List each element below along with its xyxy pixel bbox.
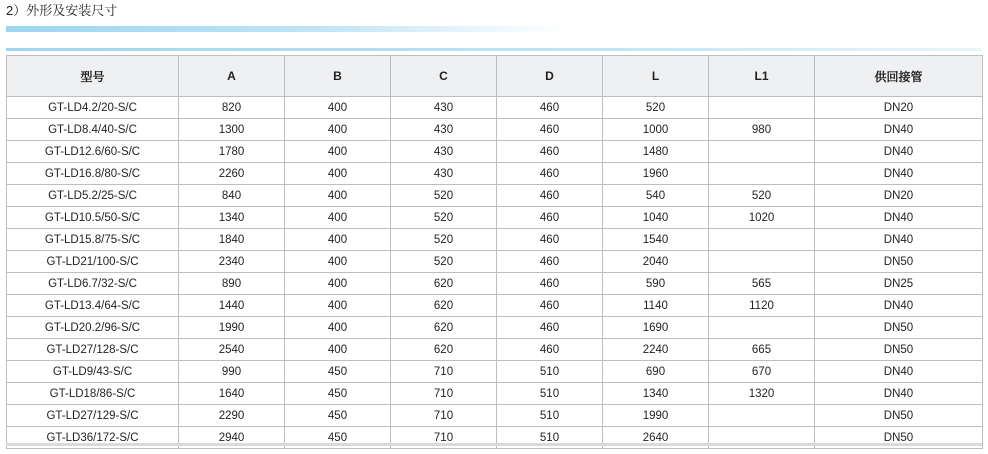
cell-pipe: DN40 xyxy=(815,295,983,317)
cell-c: 710 xyxy=(391,405,497,427)
column-header-a: A xyxy=(179,56,285,97)
cell-pipe: DN50 xyxy=(815,339,983,361)
cell-l1 xyxy=(709,229,815,251)
table-header-row xyxy=(7,56,983,97)
cell-l: 1960 xyxy=(603,163,709,185)
cell-a: 2290 xyxy=(179,405,285,427)
cell-l1: 980 xyxy=(709,119,815,141)
cell-model: GT-LD13.4/64-S/C xyxy=(7,295,179,317)
cell-c: 520 xyxy=(391,251,497,273)
cell-b: 400 xyxy=(285,163,391,185)
cell-l: 590 xyxy=(603,273,709,295)
cell-l: 2240 xyxy=(603,339,709,361)
cell-c: 620 xyxy=(391,339,497,361)
column-header-pipe: 供回接管 xyxy=(815,56,983,97)
cell-l1: 670 xyxy=(709,361,815,383)
column-header-b: B xyxy=(285,56,391,97)
cell-l1 xyxy=(709,163,815,185)
cell-d: 460 xyxy=(497,273,603,295)
cell-l: 1040 xyxy=(603,207,709,229)
cell-l: 1690 xyxy=(603,317,709,339)
table-row xyxy=(7,97,983,119)
cell-model: GT-LD16.8/80-S/C xyxy=(7,163,179,185)
cell-model: GT-LD36/172-S/C xyxy=(7,427,179,449)
cell-d: 460 xyxy=(497,229,603,251)
cell-c: 710 xyxy=(391,361,497,383)
cell-model: GT-LD27/129-S/C xyxy=(7,405,179,427)
cell-model: GT-LD20.2/96-S/C xyxy=(7,317,179,339)
cell-b: 400 xyxy=(285,251,391,273)
cell-l: 1340 xyxy=(603,383,709,405)
cell-b: 400 xyxy=(285,119,391,141)
cell-b: 400 xyxy=(285,317,391,339)
cell-l1: 520 xyxy=(709,185,815,207)
cell-d: 460 xyxy=(497,295,603,317)
cell-model: GT-LD21/100-S/C xyxy=(7,251,179,273)
cell-a: 2540 xyxy=(179,339,285,361)
cell-b: 450 xyxy=(285,361,391,383)
column-header-model: 型号 xyxy=(7,56,179,97)
table-bottom-rule xyxy=(6,443,982,446)
cell-model: GT-LD10.5/50-S/C xyxy=(7,207,179,229)
cell-model: GT-LD5.2/25-S/C xyxy=(7,185,179,207)
cell-d: 460 xyxy=(497,141,603,163)
cell-b: 450 xyxy=(285,405,391,427)
cell-model: GT-LD27/128-S/C xyxy=(7,339,179,361)
cell-c: 620 xyxy=(391,295,497,317)
dimensions-table-wrapper xyxy=(6,55,982,449)
cell-b: 400 xyxy=(285,97,391,119)
cell-l: 1140 xyxy=(603,295,709,317)
cell-pipe: DN50 xyxy=(815,251,983,273)
column-header-d: D xyxy=(497,56,603,97)
cell-c: 710 xyxy=(391,383,497,405)
table-body xyxy=(7,97,983,449)
section-heading: 2）外形及安装尺寸 xyxy=(6,3,118,18)
cell-d: 510 xyxy=(497,361,603,383)
cell-a: 1300 xyxy=(179,119,285,141)
cell-b: 400 xyxy=(285,339,391,361)
cell-a: 890 xyxy=(179,273,285,295)
cell-l: 540 xyxy=(603,185,709,207)
table-row xyxy=(7,383,983,405)
table-row xyxy=(7,229,983,251)
cell-a: 1440 xyxy=(179,295,285,317)
cell-l1: 1020 xyxy=(709,207,815,229)
cell-pipe: DN20 xyxy=(815,185,983,207)
cell-pipe: DN50 xyxy=(815,427,983,449)
table-row xyxy=(7,361,983,383)
cell-l1: 1120 xyxy=(709,295,815,317)
cell-pipe: DN40 xyxy=(815,383,983,405)
cell-pipe: DN40 xyxy=(815,163,983,185)
cell-b: 400 xyxy=(285,273,391,295)
cell-l: 520 xyxy=(603,97,709,119)
cell-d: 510 xyxy=(497,383,603,405)
cell-d: 460 xyxy=(497,251,603,273)
cell-d: 460 xyxy=(497,163,603,185)
cell-a: 1780 xyxy=(179,141,285,163)
cell-d: 510 xyxy=(497,427,603,449)
table-row xyxy=(7,185,983,207)
cell-model: GT-LD8.4/40-S/C xyxy=(7,119,179,141)
cell-c: 430 xyxy=(391,163,497,185)
cell-c: 430 xyxy=(391,97,497,119)
cell-l: 2640 xyxy=(603,427,709,449)
cell-c: 520 xyxy=(391,207,497,229)
cell-d: 460 xyxy=(497,97,603,119)
table-row xyxy=(7,141,983,163)
cell-l: 2040 xyxy=(603,251,709,273)
dimensions-table xyxy=(6,55,983,449)
cell-l: 1990 xyxy=(603,405,709,427)
cell-c: 620 xyxy=(391,317,497,339)
table-row xyxy=(7,273,983,295)
cell-b: 400 xyxy=(285,141,391,163)
table-header xyxy=(7,56,983,97)
column-header-c: C xyxy=(391,56,497,97)
cell-model: GT-LD15.8/75-S/C xyxy=(7,229,179,251)
title-underline-rule xyxy=(6,26,566,32)
cell-l: 1000 xyxy=(603,119,709,141)
table-row xyxy=(7,317,983,339)
cell-pipe: DN25 xyxy=(815,273,983,295)
cell-a: 1990 xyxy=(179,317,285,339)
cell-c: 620 xyxy=(391,273,497,295)
column-header-l1: L1 xyxy=(709,56,815,97)
cell-d: 460 xyxy=(497,207,603,229)
cell-l1: 1320 xyxy=(709,383,815,405)
cell-pipe: DN40 xyxy=(815,207,983,229)
column-header-l: L xyxy=(603,56,709,97)
table-row xyxy=(7,163,983,185)
cell-d: 460 xyxy=(497,317,603,339)
cell-l1 xyxy=(709,141,815,163)
cell-l1: 565 xyxy=(709,273,815,295)
cell-c: 710 xyxy=(391,427,497,449)
cell-l1 xyxy=(709,97,815,119)
cell-l: 1480 xyxy=(603,141,709,163)
cell-b: 400 xyxy=(285,207,391,229)
cell-model: GT-LD18/86-S/C xyxy=(7,383,179,405)
cell-a: 990 xyxy=(179,361,285,383)
cell-a: 1640 xyxy=(179,383,285,405)
cell-model: GT-LD6.7/32-S/C xyxy=(7,273,179,295)
table-row xyxy=(7,295,983,317)
cell-model: GT-LD9/43-S/C xyxy=(7,361,179,383)
cell-l1 xyxy=(709,405,815,427)
cell-c: 520 xyxy=(391,185,497,207)
cell-model: GT-LD4.2/20-S/C xyxy=(7,97,179,119)
cell-b: 400 xyxy=(285,185,391,207)
cell-a: 840 xyxy=(179,185,285,207)
cell-d: 460 xyxy=(497,119,603,141)
cell-c: 430 xyxy=(391,141,497,163)
cell-l1 xyxy=(709,251,815,273)
cell-l1 xyxy=(709,317,815,339)
cell-pipe: DN50 xyxy=(815,317,983,339)
cell-d: 510 xyxy=(497,405,603,427)
table-row xyxy=(7,119,983,141)
cell-a: 820 xyxy=(179,97,285,119)
cell-a: 2260 xyxy=(179,163,285,185)
cell-b: 400 xyxy=(285,295,391,317)
table-row xyxy=(7,207,983,229)
cell-d: 460 xyxy=(497,185,603,207)
cell-pipe: DN20 xyxy=(815,97,983,119)
table-row xyxy=(7,251,983,273)
cell-l: 1540 xyxy=(603,229,709,251)
table-top-rule xyxy=(6,48,982,51)
cell-pipe: DN40 xyxy=(815,141,983,163)
table-row xyxy=(7,339,983,361)
cell-a: 1840 xyxy=(179,229,285,251)
cell-a: 2340 xyxy=(179,251,285,273)
cell-c: 520 xyxy=(391,229,497,251)
cell-d: 460 xyxy=(497,339,603,361)
cell-b: 450 xyxy=(285,383,391,405)
table-row xyxy=(7,405,983,427)
cell-pipe: DN40 xyxy=(815,229,983,251)
cell-b: 400 xyxy=(285,229,391,251)
cell-a: 1340 xyxy=(179,207,285,229)
cell-pipe: DN40 xyxy=(815,119,983,141)
cell-pipe: DN50 xyxy=(815,405,983,427)
cell-a: 2940 xyxy=(179,427,285,449)
cell-pipe: DN40 xyxy=(815,361,983,383)
cell-model: GT-LD12.6/60-S/C xyxy=(7,141,179,163)
cell-b: 450 xyxy=(285,427,391,449)
cell-c: 430 xyxy=(391,119,497,141)
cell-l: 690 xyxy=(603,361,709,383)
cell-l1: 665 xyxy=(709,339,815,361)
